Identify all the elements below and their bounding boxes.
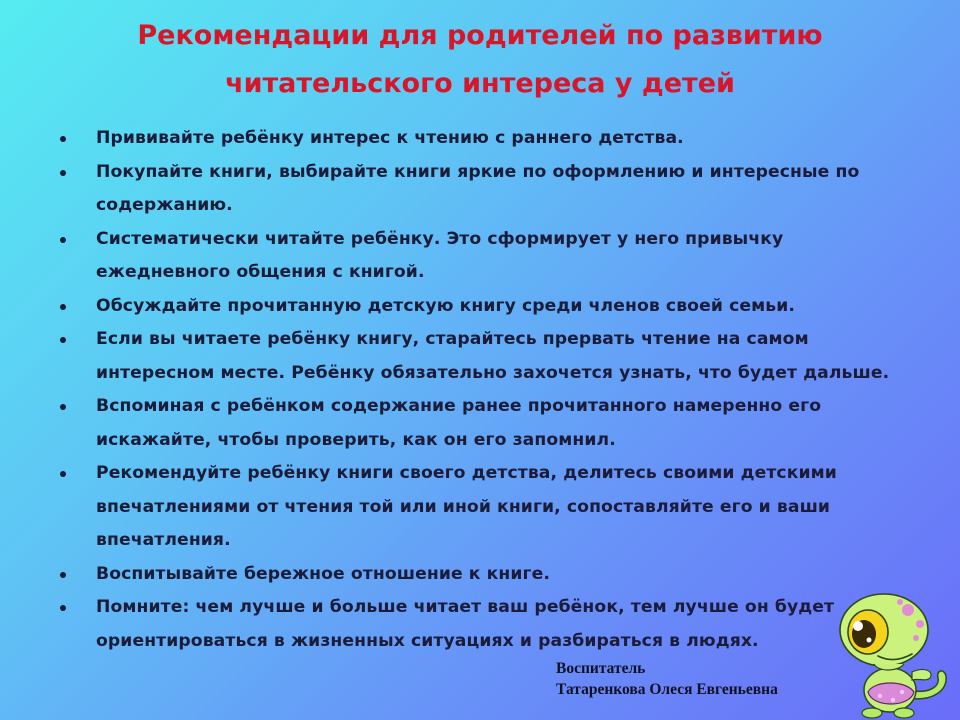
- bullet-icon: [60, 136, 66, 142]
- list-item: [56, 591, 906, 658]
- list-item-text: Обсуждайте прочитанную детскую книгу среди членов своей семьи.: [96, 295, 796, 316]
- list-item: [56, 457, 906, 558]
- bullet-icon: [60, 304, 66, 310]
- recommendations-list: [56, 122, 906, 658]
- title-line-1: Рекомендации для родителей по развитию: [137, 20, 823, 51]
- cartoon-lizard-icon: [838, 580, 960, 720]
- list-item: [56, 223, 906, 290]
- bullet-icon: [60, 605, 66, 611]
- list-item: [56, 122, 906, 156]
- bullet-icon: [60, 337, 66, 343]
- list-item: [56, 390, 906, 457]
- list-item-text: Если вы читаете ребёнку книгу, старайтесь прервать чтение на самом интересном месте. Ребёнку обязательно захочется узнать, что будет дальше.: [96, 329, 890, 383]
- list-item-text: Воспитывайте бережное отношение к книге.: [96, 563, 551, 584]
- bullet-icon: [60, 471, 66, 477]
- author-role: Воспитатель: [556, 660, 646, 677]
- list-item: [56, 558, 906, 592]
- list-item-text: Рекомендуйте ребёнку книги своего детства, делитесь своими детскими впечатлениями от чтения той или иной книги, сопоставляйте его и ваши впечатления.: [96, 463, 837, 550]
- list-item: [56, 323, 906, 390]
- author-name: Татаренкова Олеся Евгеньевна: [556, 681, 778, 698]
- list-item-text: Помните: чем лучше и больше читает ваш ребёнок, тем лучше он будет ориентироваться в жизненных ситуациях и разбираться в людях.: [96, 597, 835, 651]
- bullet-icon: [60, 170, 66, 176]
- bullet-icon: [60, 404, 66, 410]
- bullet-icon: [60, 572, 66, 578]
- author-signature: [556, 658, 778, 700]
- bullet-icon: [60, 237, 66, 243]
- list-item-text: Вспоминая с ребёнком содержание ранее прочитанного намеренно его искажайте, чтобы проверить, как он его запомнил.: [96, 396, 822, 450]
- list-item-text: Покупайте книги, выбирайте книги яркие по оформлению и интересные по содержанию.: [96, 161, 860, 215]
- list-item: [56, 290, 906, 324]
- list-item-text: Прививайте ребёнку интерес к чтению с раннего детства.: [96, 128, 684, 148]
- title-line-2: читательского интереса у детей: [225, 68, 735, 99]
- page-title: [0, 12, 960, 108]
- list-item-text: Систематически читайте ребёнку. Это сформирует у него привычку ежедневного общения с книгой.: [96, 228, 784, 282]
- list-item: [56, 156, 906, 223]
